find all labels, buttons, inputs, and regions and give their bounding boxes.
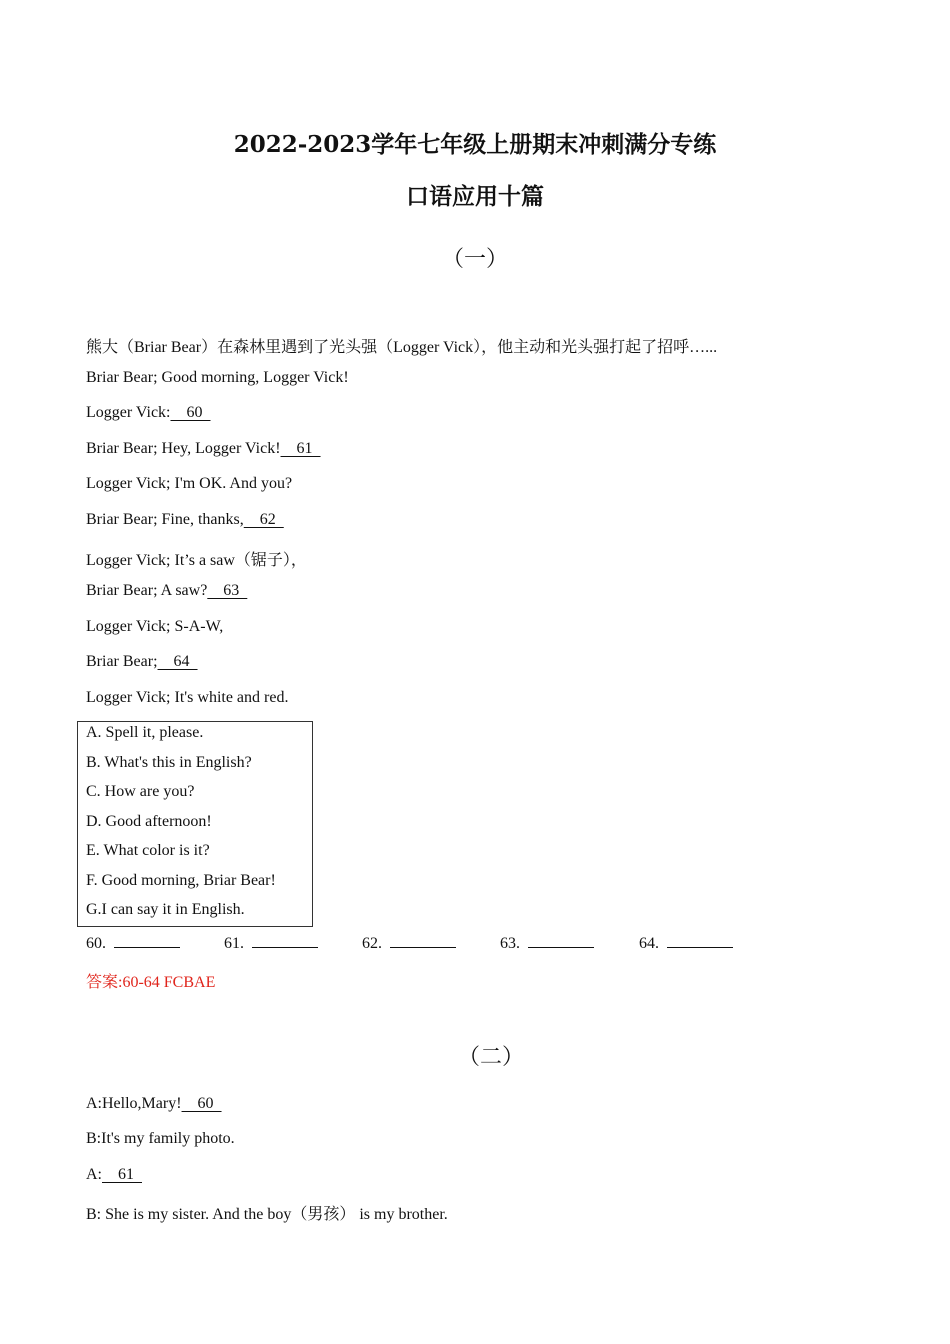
option-a: A. Spell it, please. (86, 724, 204, 741)
blank-line[interactable] (390, 933, 456, 948)
dialogue-text: Logger Vick; S-A-W, (86, 618, 224, 635)
dialogue-line (86, 618, 223, 636)
answer-key: 答案:60-64 FCBAE (86, 974, 216, 991)
dialogue-blank: 60 (181, 1095, 222, 1112)
answer-blank-64[interactable] (639, 933, 733, 953)
dialogue-line (86, 653, 198, 671)
dialogue-text: A:Hello,Mary! (86, 1095, 182, 1112)
section-heading-1: （一） (441, 247, 508, 272)
dialogue-blank: 61 (280, 440, 321, 457)
dialogue-text: Briar Bear; Hey, Logger Vick! (86, 440, 281, 457)
option-g: G.I can say it in English. (86, 901, 245, 918)
dialogue-text: Briar Bear; Good morning, Logger Vick! (86, 369, 349, 386)
blank-label: 64. (639, 935, 659, 952)
blank-label: 60. (86, 935, 106, 952)
option-b: B. What's this in English? (86, 754, 252, 771)
blank-line[interactable] (528, 933, 594, 948)
blank-label: 62. (362, 935, 382, 952)
dialogue-text: B:It's my family photo. (86, 1130, 235, 1147)
dialogue-text: Logger Vick; It's white and red. (86, 689, 289, 706)
section-heading-2: （二） (457, 1045, 524, 1070)
dialogue-text: Logger Vick; I'm OK. And you? (86, 475, 293, 492)
option-f: F. Good morning, Briar Bear! (86, 872, 276, 889)
dialogue-line (86, 1095, 222, 1113)
dialogue-line (86, 582, 247, 600)
dialogue-line (86, 1201, 448, 1224)
option-d: D. Good afternoon! (86, 813, 212, 830)
blank-line[interactable] (252, 933, 318, 948)
options-box (77, 721, 313, 927)
dialogue-text: A: (86, 1166, 102, 1183)
dialogue-line (86, 511, 284, 529)
dialogue-line (86, 1166, 142, 1184)
blank-line[interactable] (114, 933, 180, 948)
document-subtitle: 口语应用十篇 (406, 183, 544, 210)
intro-text: 熊大（Briar Bear）在森林里遇到了光头强（Logger Vick），他主动和光头强打起了招呼…... (86, 339, 718, 356)
dialogue-text: B: She is my sister. And the boy（男孩） is my brother. (86, 1206, 448, 1223)
dialogue-blank: 60 (170, 404, 211, 421)
dialogue-text: Logger Vick: (86, 404, 171, 421)
dialogue-line (86, 689, 288, 707)
dialogue-line (86, 369, 349, 387)
answer-blank-60[interactable] (86, 933, 180, 953)
dialogue-blank: 64 (157, 653, 198, 670)
option-c: C. How are you? (86, 783, 195, 800)
dialogue-blank: 63 (207, 582, 248, 599)
dialogue-line (86, 1130, 235, 1148)
answer-blank-62[interactable] (362, 933, 456, 953)
dialogue-text: Briar Bear; Fine, thanks, (86, 511, 244, 528)
dialogue-line (86, 404, 211, 422)
dialogue-blank: 62 (243, 511, 284, 528)
dialogue-text: Briar Bear; A saw? (86, 582, 208, 599)
dialogue-blank: 61 (102, 1166, 142, 1183)
blank-label: 63. (500, 935, 520, 952)
dialogue-line (86, 440, 321, 458)
option-e: E. What color is it? (86, 842, 210, 859)
dialogue-text: Briar Bear; (86, 653, 158, 670)
dialogue-line (86, 475, 292, 493)
answer-blank-63[interactable] (500, 933, 594, 953)
dialogue-text: Logger Vick; It’s a saw（锯子）， (86, 552, 307, 569)
answer-blank-61[interactable] (224, 933, 318, 953)
document-title: 2022-2023学年七年级上册期末冲刺满分专练 (233, 131, 717, 158)
blank-label: 61. (224, 935, 244, 952)
dialogue-line (86, 547, 307, 570)
blank-line[interactable] (667, 933, 733, 948)
